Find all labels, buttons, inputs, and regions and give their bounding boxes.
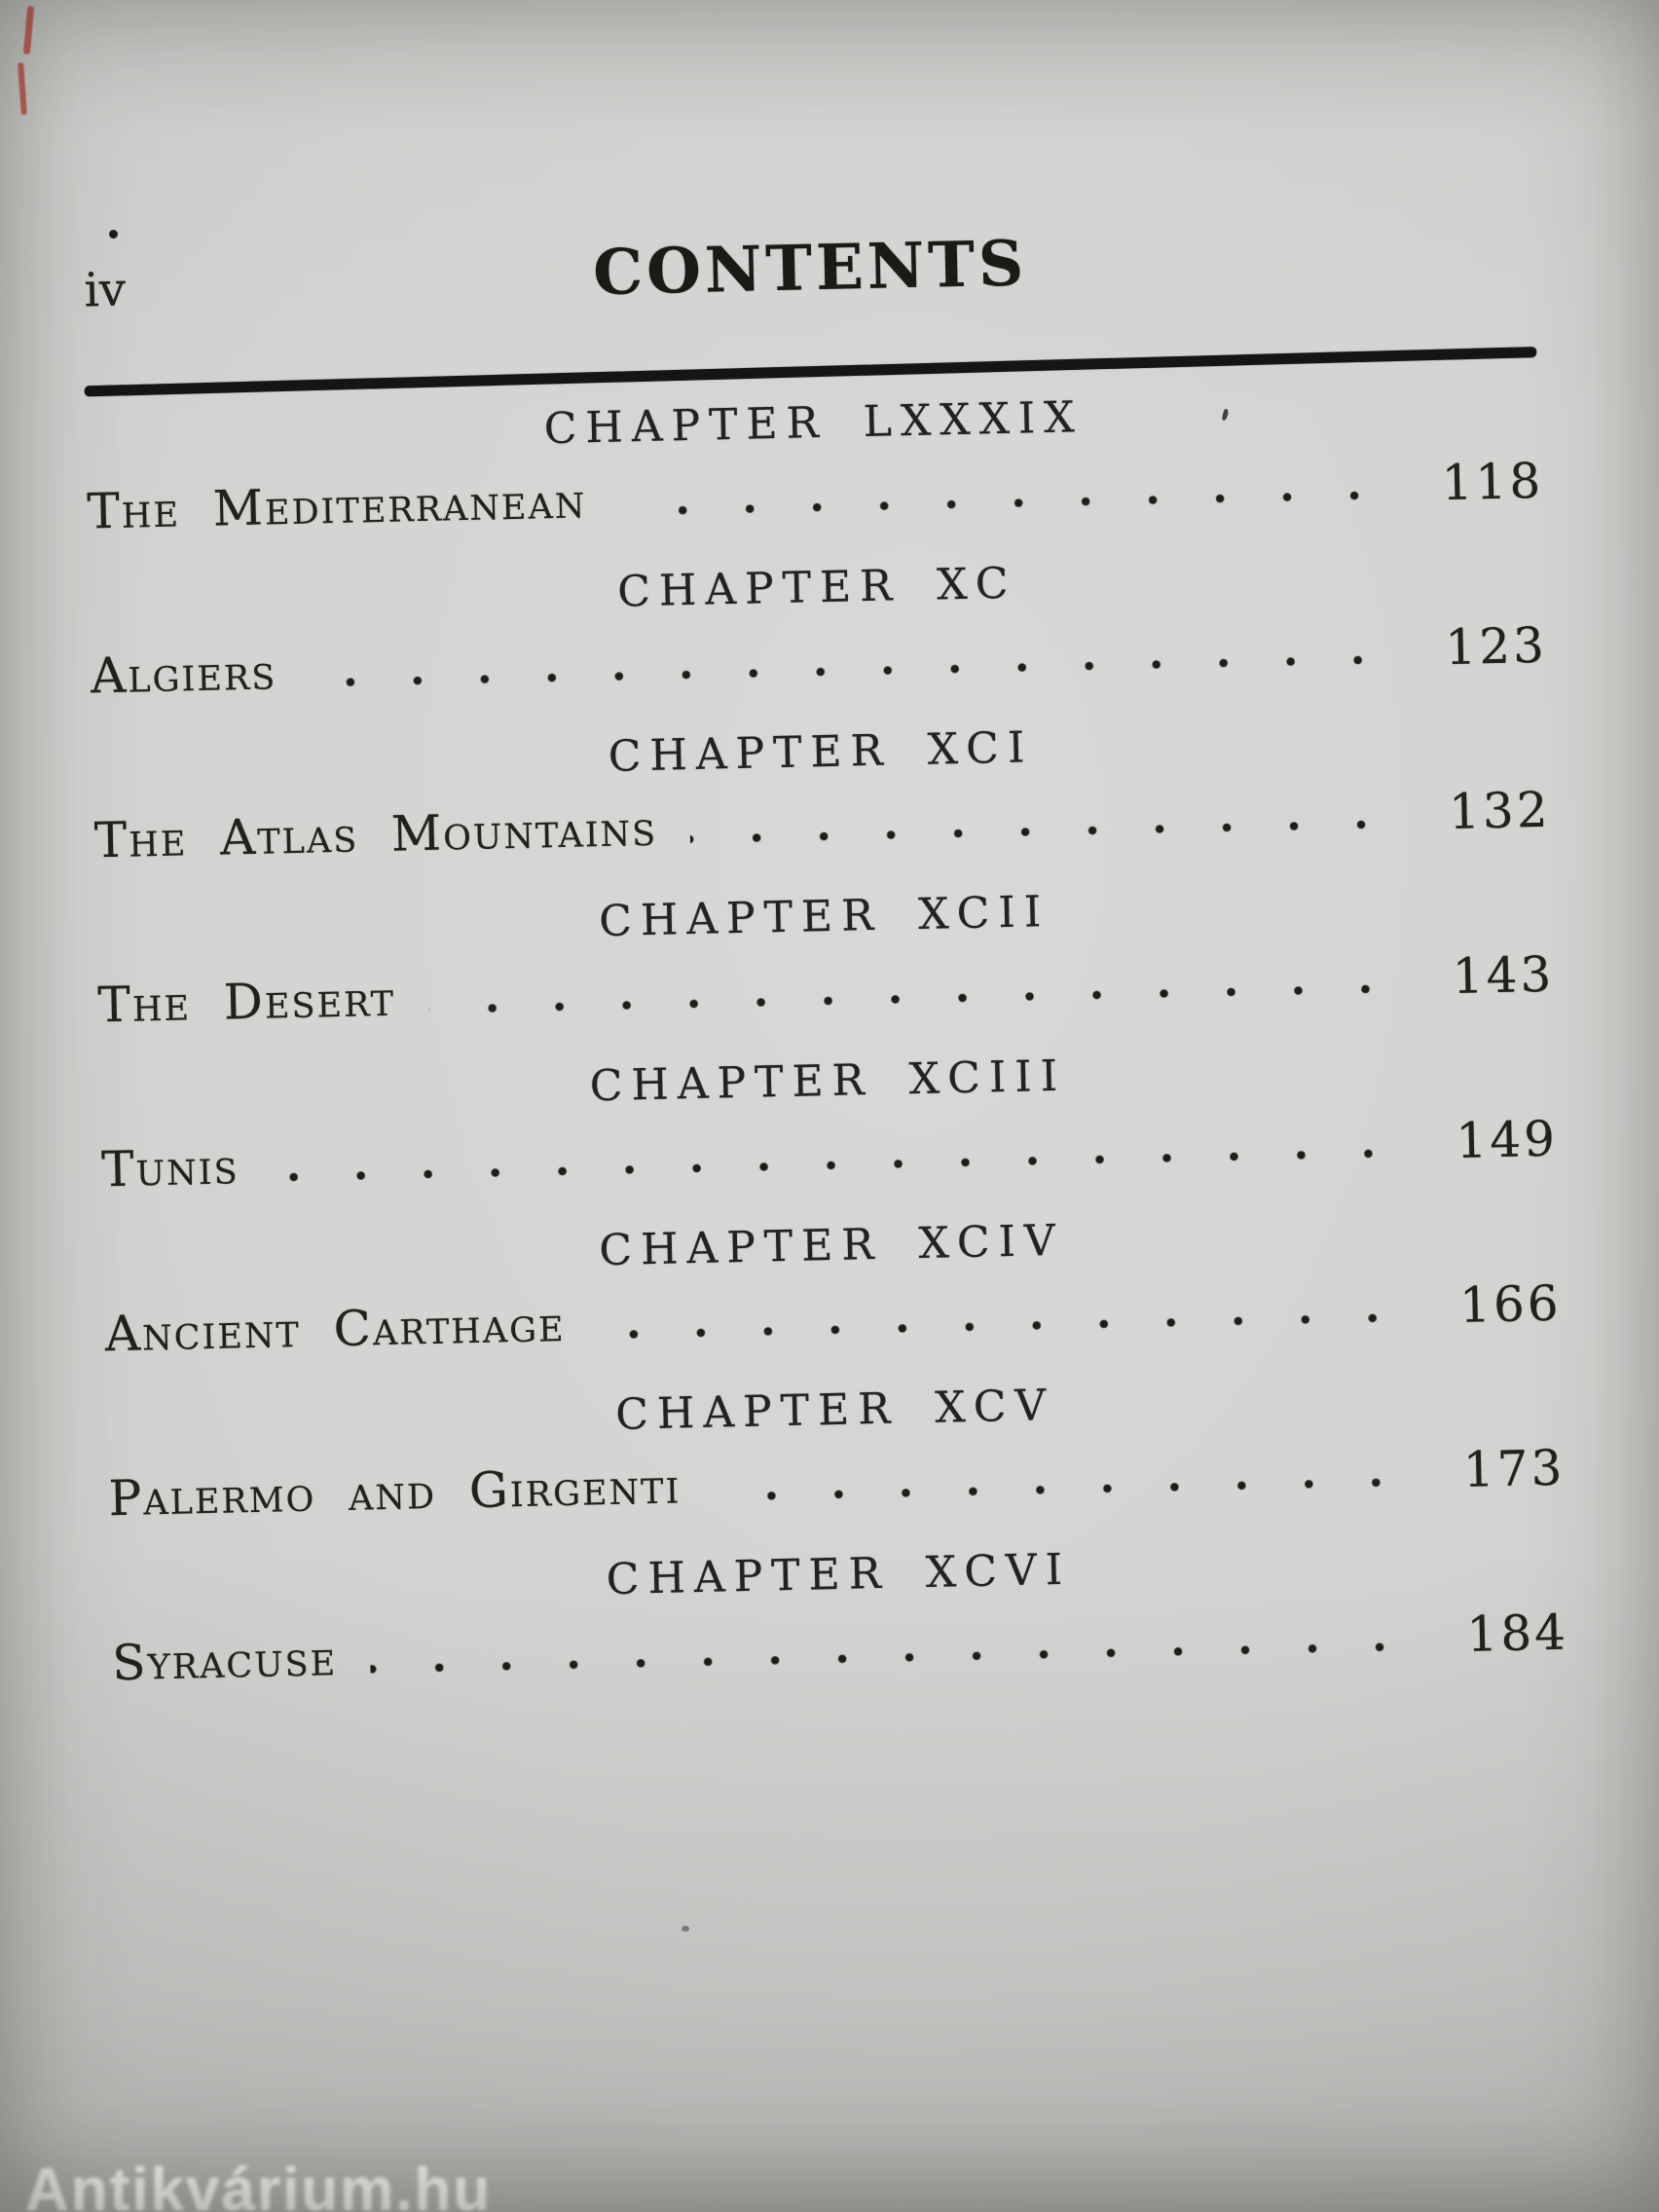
dot-leader — [370, 1640, 1442, 1675]
entry-title: Palermo and Girgenti — [107, 1457, 682, 1528]
entry-title: The Desert — [96, 970, 396, 1034]
entry-page-number: 123 — [1444, 616, 1548, 677]
toc-section — [106, 1370, 1565, 1527]
toc-section — [95, 876, 1554, 1033]
page-header — [82, 216, 1539, 326]
chapter-heading: CHAPTER XC — [616, 558, 1017, 617]
dot-leader — [714, 1475, 1438, 1502]
entry-page-number: 143 — [1452, 945, 1555, 1005]
scan-watermark: Antikvárium.hu — [25, 2157, 493, 2212]
toc-section — [103, 1205, 1562, 1362]
toc-entry — [112, 1604, 1569, 1691]
entry-page-number: 184 — [1465, 1604, 1569, 1663]
entry-title: The Mediterranean — [86, 472, 587, 540]
folio-number: iv — [83, 262, 127, 318]
dot-leader — [310, 653, 1420, 689]
toc-entry — [108, 1440, 1566, 1527]
entry-page-number: 149 — [1455, 1110, 1559, 1169]
chapter-heading: CHAPTER XCI — [608, 722, 1034, 782]
chapter-heading: CHAPTER XCIII — [589, 1051, 1067, 1112]
entry-title: Syracuse — [111, 1630, 338, 1692]
toc-entry — [87, 453, 1544, 539]
chapter-heading: CHAPTER XCII — [598, 887, 1051, 947]
entry-page-number: 173 — [1462, 1439, 1566, 1498]
chapter-heading: CHAPTER XCVI — [606, 1544, 1072, 1605]
toc-entry — [97, 946, 1555, 1033]
dot-leader — [619, 489, 1417, 518]
chapter-heading: CHAPTER XCV — [614, 1381, 1055, 1440]
toc-entry — [93, 782, 1551, 868]
paper-speck — [682, 1926, 689, 1932]
dot-leader — [690, 818, 1423, 845]
entry-title: Tunis — [100, 1138, 240, 1198]
dot-leader — [273, 1147, 1431, 1184]
toc-entry — [101, 1111, 1559, 1198]
dot-leader — [428, 982, 1427, 1015]
chapter-heading: CHAPTER XCIV — [598, 1215, 1065, 1276]
toc-entry — [104, 1275, 1562, 1362]
toc-section — [110, 1534, 1568, 1691]
table-of-contents — [85, 369, 1569, 1690]
entry-title: The Atlas Mountains — [93, 799, 658, 869]
dot-leader — [599, 1310, 1435, 1341]
toc-section — [89, 547, 1547, 704]
toc-section — [92, 712, 1551, 868]
entry-page-number: 132 — [1448, 781, 1552, 841]
entry-title: Algiers — [90, 644, 277, 705]
page-title: CONTENTS — [592, 227, 1028, 311]
entry-page-number: 166 — [1458, 1274, 1563, 1334]
entry-title: Ancient Carthage — [104, 1295, 567, 1363]
toc-entry — [91, 617, 1548, 704]
chapter-heading: CHAPTER LXXXIX — [543, 392, 1085, 455]
toc-section — [85, 383, 1543, 539]
paper-speck — [109, 230, 118, 239]
entry-page-number: 118 — [1441, 452, 1544, 512]
toc-section — [99, 1041, 1558, 1198]
